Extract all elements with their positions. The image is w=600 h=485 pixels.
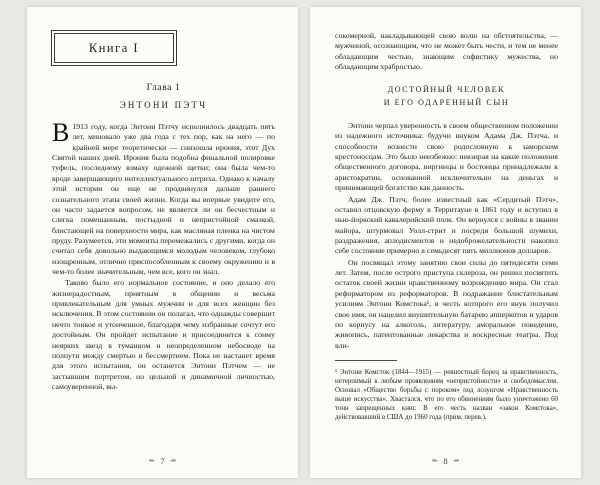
paragraph: Таково было его нормальное состояние, и оно делало его жизнерадостным, приятным в общении и весьма привлекательным для умных мужчин и для всех женщин без исключения. В этом состоянии он полагал, что однажды совершит нечто тонкое и утонченное, благодаря чему избранные сочтут его достойным. Он пройдет испытание и присоединится к сонму неярких звезд в туманном и неопределенном небосводе на полпути между смертью и бессмертием. Пока не настанет время для этого испытания, он останется Энтони Пэтчем — не застывшим портретом, но цельной и динамичной личностью, самоуверенной, вы- <box>52 278 275 391</box>
page-footer-left <box>27 456 298 466</box>
paragraph-first <box>52 118 275 277</box>
page-number: 8 <box>443 456 448 466</box>
page-number: 7 <box>160 456 165 466</box>
footer-ornament-left-icon: ↞ <box>431 456 439 465</box>
page-right <box>310 7 581 478</box>
footnote-separator <box>335 360 397 361</box>
page-footer-right <box>310 456 581 466</box>
footer-ornament-right-icon: ↠ <box>169 456 177 465</box>
footnote: ¹ Энтони Комсток (1844—1915) — ревностный борец за нравственность, нетерпимый к любым проявлениям «непристойности» и свободомыслия. Основал «Общество борьбы с пороком» под лозунгом «Нравственность выше искусства». Хвастался, что по его обвинениям было уничтожено 60 тонн запрещенных книг. В его честь назван «закон Комстока», действовавший в США до 1960 года (прим. перев.). <box>335 368 558 422</box>
section-heading-line1: ДОСТОЙНЫЙ ЧЕЛОВЕК <box>387 85 506 95</box>
paragraph: Он посвящал этому занятию свои силы до пятидесяти семи лет. Затем, после острого приступа склероза, он решил посвятить остаток своей жизни нравственному возрождению мира. Он стал реформатором из реформаторов. В подражание блистательным усилиям Энтони Комстока¹, в честь которого его внук получил свое имя, он нацелил внушительную батарею апперкотов и ударов по корпусу на алкоголь, литературу, аморальное поведение, живопись, патентованные лекарства и воскресные театры. Под вли- <box>335 257 558 350</box>
page-left-content <box>52 31 275 444</box>
paragraph-continuation: сокомерной, накладывающей свою волю на обстоятельства, — мужчиной, осознающим, что не может быть чести, и тем не менее обладающим честью, знающим софистику мужества, но обладающим храбростью. <box>335 31 558 72</box>
book-title: Книга I <box>88 41 140 55</box>
footer-ornament-left-icon: ↞ <box>148 456 156 465</box>
section-heading <box>335 84 558 110</box>
page-left <box>27 7 298 478</box>
book-title-frame <box>54 33 174 63</box>
paragraph: Энтони черпал уверенность в своем общественном положении из надежного источника: будучи внуком Адама Дж. Пэтча, и способности вознести свою родословную к заморским крестоносцам. Это было неизбежно: невзирая на какие положения общественного договора, виргинцы и бостонцы принадлежали к аристократии, основанной исключительно на деньгах и принимающей богатство как данность. <box>335 121 558 193</box>
page-right-content <box>335 31 558 444</box>
chapter-title: ЭНТОНИ ПЭТЧ <box>119 100 208 110</box>
footer-ornament-right-icon: ↠ <box>452 456 460 465</box>
section-heading-line2: И ЕГО ОДАРЕННЫЙ СЫН <box>383 98 510 108</box>
paragraph: Адам Дж. Пэтч, более известный как «Сердитый Пэтч», оставил отцовскую ферму в Территауне в 1861 году и вступил в нью-йоркский кавалерийский полк. Он вернулся с войны в звании майора, штурмовал Уолл-стрит и посреди большой шумихи, раздражения, аплодисментов и недоброжелательности накопил себе состояние примерно в семьдесят пять миллионов долларов. <box>335 194 558 256</box>
drop-cap: В <box>52 118 70 147</box>
chapter-number: Глава 1 <box>146 83 181 93</box>
paragraph-first-text: 1913 году, когда Энтони Пэтчу исполнилось двадцать пять лет, миновало уже два года с тех пор, как на него — по крайней мере теоретически — снизошла ирония, этот Дух Святой наших дней. Ирония была подобна финальной полировке туфель, последнему взмаху одежной щетки; она была чем-то вроде завершающего интеллектуального штриха. Однако к началу этой истории он еще не продвинулся дальше раннего сознательного этапа своей жизни. Когда вы впервые увидите его, он часто задается вопросом, не является ли он бесчестным и слегка помешанным, постыдной и непристойной смазкой, блистающей на поверхности мира, как масляная пленка на чистом пруду. Разумеется, эти моменты перемежались с другими, когда он считал себя довольно выдающимся молодым человеком, глубоко изощренным, отлично приспособленным к своему окружению и в чем-то более значительным, чем все, кого он знал. <box>52 122 275 277</box>
